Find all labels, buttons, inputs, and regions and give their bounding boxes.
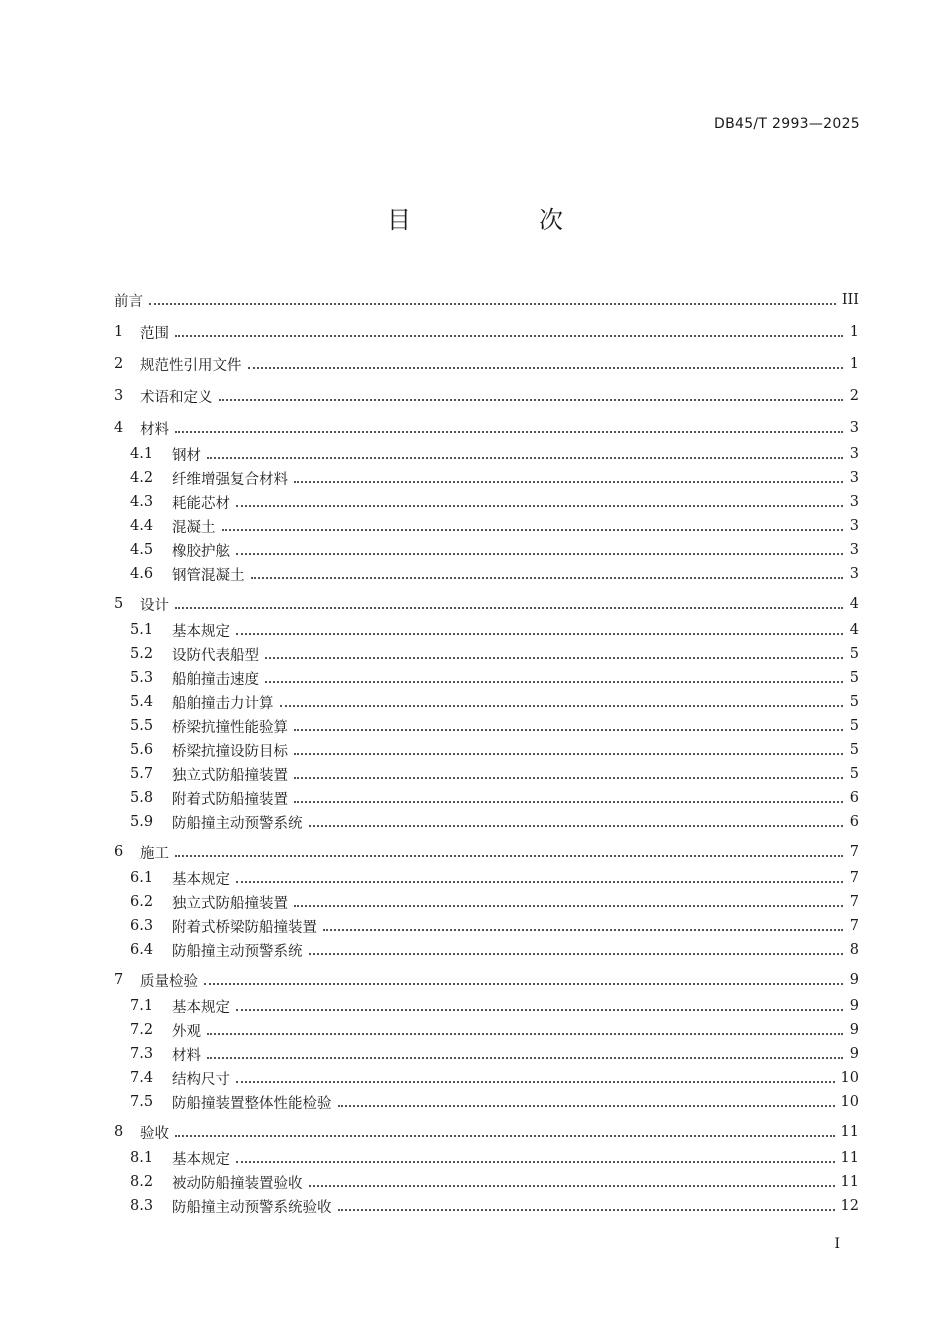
toc-entry-page: 6 [849,814,859,830]
toc-entry-number: 7.5 [130,1094,154,1110]
toc-entry-label: 耗能芯材 [172,495,230,512]
toc-dot-leader [294,905,843,907]
toc-entry-label: 桥梁抗撞设防目标 [172,743,288,760]
toc-entry-number: 7.3 [130,1046,154,1062]
toc-entry-number: 8.3 [130,1198,154,1214]
toc-entry-page: 5 [849,646,859,662]
toc-entry-label: 设防代表船型 [172,647,259,664]
toc-entry-page: 3 [849,518,859,534]
toc-entry[interactable] [114,442,859,466]
toc-entry-number: 5.7 [130,766,154,782]
toc-entry[interactable] [114,666,859,690]
toc-entry[interactable] [114,786,859,810]
toc-entry[interactable] [114,320,859,344]
toc-entry-label: 钢管混凝土 [172,567,245,584]
toc-entry-page: 5 [849,742,859,758]
toc-entry[interactable] [114,1066,859,1090]
toc-entry[interactable] [114,968,859,992]
toc-entry[interactable] [114,288,859,312]
toc-dot-leader [236,633,843,635]
toc-entry-page: 11 [840,1124,859,1140]
toc-dot-leader [294,801,843,803]
toc-dot-leader [236,881,843,883]
toc-entry-number: 7 [114,972,124,988]
toc-entry-page: 7 [849,894,859,910]
toc-dot-leader [222,529,844,531]
toc-entry-label: 规范性引用文件 [140,357,242,374]
toc-dot-leader [294,481,843,483]
toc-entry-label: 独立式防船撞装置 [172,895,288,912]
toc-entry-page: 7 [849,870,859,886]
toc-entry[interactable] [114,352,859,376]
toc-entry-number: 4.5 [130,542,154,558]
toc-entry-number: 5.6 [130,742,154,758]
toc-entry-page: 1 [849,324,859,340]
toc-dot-leader [175,607,843,609]
toc-entry-label: 橡胶护舷 [172,543,230,560]
toc-entry-label: 船舶撞击力计算 [172,695,274,712]
toc-entry[interactable] [114,562,859,586]
toc-entry-label: 基本规定 [172,623,230,640]
toc-entry-label: 被动防船撞装置验收 [172,1175,303,1192]
toc-entry-label: 附着式桥梁防船撞装置 [172,919,317,936]
toc-entry-number: 8.2 [130,1174,154,1190]
toc-dot-leader [219,399,844,401]
toc-entry-label: 外观 [172,1023,201,1040]
toc-entry[interactable] [114,1170,859,1194]
toc-entry-page: 6 [849,790,859,806]
toc-entry-page: 3 [849,446,859,462]
toc-entry-label: 结构尺寸 [172,1071,230,1088]
toc-entry-page: 10 [840,1070,859,1086]
toc-dot-leader [236,505,843,507]
toc-entry-label: 船舶撞击速度 [172,671,259,688]
toc-entry-page: 8 [849,942,859,958]
toc-dot-leader [294,777,843,779]
toc-entry-page: 5 [849,670,859,686]
toc-entry-label: 质量检验 [140,973,198,990]
toc-entry-number: 1 [114,324,124,340]
toc-entry-number: 3 [114,388,124,404]
toc-dot-leader [265,681,843,683]
toc-entry[interactable] [114,490,859,514]
toc-entry-number: 5.5 [130,718,154,734]
toc-entry-page: 11 [840,1174,859,1190]
toc-dot-leader [175,431,843,433]
toc-entry-page: 10 [840,1094,859,1110]
toc-entry-page: 3 [849,420,859,436]
toc-dot-leader [309,953,844,955]
toc-entry-label: 防船撞主动预警系统 [172,815,303,832]
toc-entry-page: 3 [849,542,859,558]
toc-entry[interactable] [114,690,859,714]
toc-entry[interactable] [114,810,859,834]
toc-dot-leader [207,1033,843,1035]
toc-entry-number: 7.2 [130,1022,154,1038]
toc-entry-label: 纤维增强复合材料 [172,471,288,488]
toc-entry-page: 9 [849,972,859,988]
toc-entry[interactable] [114,618,859,642]
toc-entry-number: 8 [114,1124,124,1140]
toc-entry-number: 4.6 [130,566,154,582]
toc-dot-leader [294,753,843,755]
toc-entry[interactable] [114,738,859,762]
page-title: 目 次 [387,206,615,234]
toc-entry-number: 5 [114,596,124,612]
toc-entry-page: III [841,292,859,308]
toc-entry[interactable] [114,642,859,666]
toc-dot-leader [323,929,843,931]
toc-entry-page: 1 [849,356,859,372]
toc-entry-label: 桥梁抗撞性能验算 [172,719,288,736]
toc-entry-number: 4.3 [130,494,154,510]
toc-entry-page: 5 [849,694,859,710]
toc-dot-leader [175,1135,835,1137]
toc-entry-number: 5.2 [130,646,154,662]
toc-entry-page: 11 [840,1150,859,1166]
toc-entry-label: 混凝土 [172,519,216,536]
toc-entry[interactable] [114,538,859,562]
toc-entry-number: 6.3 [130,918,154,934]
toc-entry-number: 6.1 [130,870,154,886]
toc-dot-leader [338,1209,835,1211]
toc-entry[interactable] [114,938,859,962]
toc-entry-label: 防船撞主动预警系统验收 [172,1199,332,1216]
toc-dot-leader [309,1185,835,1187]
toc-entry-number: 4 [114,420,124,436]
toc-entry-label: 基本规定 [172,871,230,888]
toc-entry-page: 4 [849,622,859,638]
toc-entry-label: 范围 [140,325,169,342]
toc-entry-number: 6.2 [130,894,154,910]
toc-entry-number: 7.4 [130,1070,154,1086]
toc-entry[interactable] [114,714,859,738]
toc-entry-number: 4.4 [130,518,154,534]
toc-entry-number: 5.8 [130,790,154,806]
toc-entry[interactable] [114,890,859,914]
toc-entry-label: 前言 [114,293,143,310]
toc-entry-number: 7.1 [130,998,154,1014]
toc-entry-page: 5 [849,766,859,782]
toc-dot-leader [236,553,843,555]
toc-dot-leader [309,825,844,827]
toc-entry-label: 设计 [140,597,169,614]
toc-entry-label: 施工 [140,845,169,862]
toc-dot-leader [294,729,843,731]
toc-dot-leader [175,855,843,857]
toc-entry[interactable] [114,762,859,786]
toc-entry[interactable] [114,914,859,938]
toc-entry-label: 附着式防船撞装置 [172,791,288,808]
document-id: DB45/T 2993—2025 [714,116,860,132]
toc-entry-label: 验收 [140,1125,169,1142]
toc-entry-page: 2 [849,388,859,404]
toc-entry[interactable] [114,1146,859,1170]
toc-entry[interactable] [114,1120,859,1144]
toc-entry-number: 5.3 [130,670,154,686]
toc-entry-label: 防船撞主动预警系统 [172,943,303,960]
toc-entry[interactable] [114,514,859,538]
toc-entry[interactable] [114,994,859,1018]
toc-entry-number: 8.1 [130,1150,154,1166]
toc-dot-leader [207,1057,843,1059]
toc-entry-number: 5.4 [130,694,154,710]
toc-entry-page: 3 [849,470,859,486]
toc-dot-leader [265,657,843,659]
toc-entry[interactable] [114,1090,859,1114]
toc-entry-number: 5.9 [130,814,154,830]
toc-dot-leader [175,335,843,337]
toc-entry-page: 12 [840,1198,859,1214]
toc-entry-page: 3 [849,566,859,582]
toc-entry-number: 6.4 [130,942,154,958]
toc-entry-label: 材料 [172,1047,201,1064]
toc-entry[interactable] [114,384,859,408]
toc-entry-label: 钢材 [172,447,201,464]
toc-entry-label: 防船撞装置整体性能检验 [172,1095,332,1112]
toc-entry-page: 9 [849,1022,859,1038]
toc-entry[interactable] [114,840,859,864]
toc-entry-number: 6 [114,844,124,860]
toc-entry[interactable] [114,592,859,616]
toc-entry-number: 4.1 [130,446,154,462]
toc-entry-label: 术语和定义 [140,389,213,406]
toc-entry-page: 9 [849,998,859,1014]
toc-dot-leader [149,303,836,305]
toc-entry-label: 独立式防船撞装置 [172,767,288,784]
toc-entry-number: 4.2 [130,470,154,486]
toc-entry[interactable] [114,1194,859,1218]
toc-dot-leader [338,1105,835,1107]
toc-entry[interactable] [114,1042,859,1066]
toc-dot-leader [251,577,844,579]
toc-entry-label: 材料 [140,421,169,438]
toc-dot-leader [248,367,844,369]
toc-entry-page: 7 [849,844,859,860]
page-number: I [834,1236,840,1252]
toc-entry[interactable] [114,416,859,440]
toc-entry[interactable] [114,466,859,490]
toc-dot-leader [204,983,843,985]
toc-entry[interactable] [114,1018,859,1042]
toc-dot-leader [236,1161,835,1163]
toc-entry-label: 基本规定 [172,999,230,1016]
toc-entry-label: 基本规定 [172,1151,230,1168]
toc-entry-number: 5.1 [130,622,154,638]
toc-entry[interactable] [114,866,859,890]
toc-entry-page: 4 [849,596,859,612]
toc-entry-page: 5 [849,718,859,734]
toc-entry-page: 3 [849,494,859,510]
toc-dot-leader [280,705,844,707]
toc-entry-number: 2 [114,356,124,372]
toc-dot-leader [236,1081,835,1083]
toc-dot-leader [207,457,843,459]
toc-dot-leader [236,1009,843,1011]
toc-entry-page: 9 [849,1046,859,1062]
toc-entry-page: 7 [849,918,859,934]
